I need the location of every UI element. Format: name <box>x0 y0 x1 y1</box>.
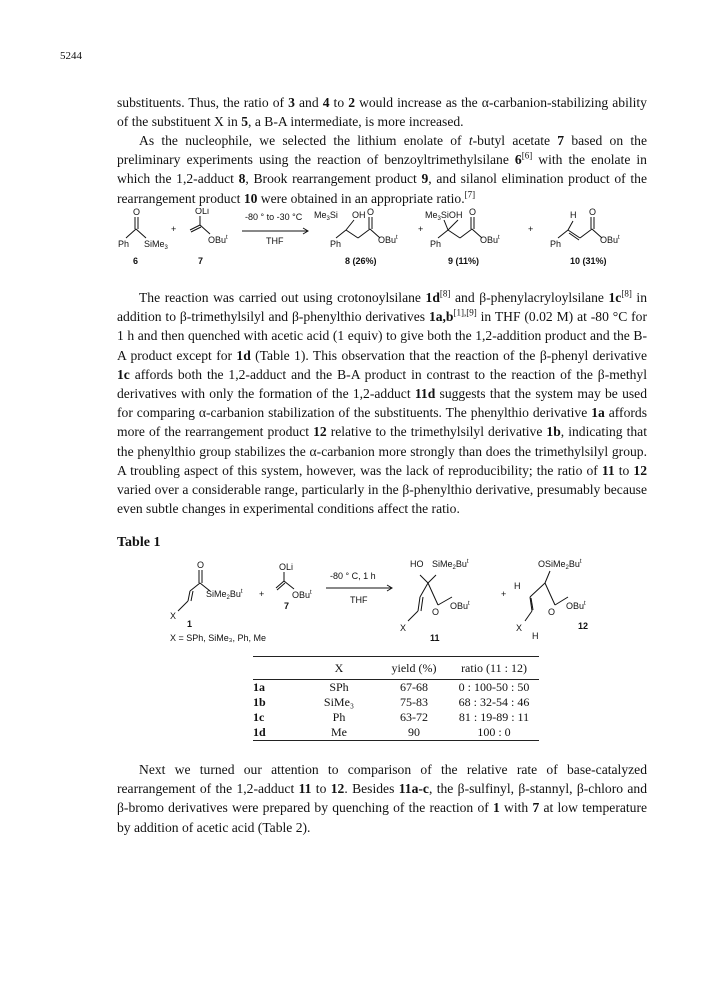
column-header: yield (%) <box>379 657 449 680</box>
paragraph-4: Next we turned our attention to comparison of the relative rate of base-catalyzed rearrangement of the 1,2-adduct 11 to 12. Besides 11a-c, the β-sulfinyl, β-stannyl, β-chloro and β-bromo derivatives were prepared by quenching of the reaction of 1 with 7 at low temperature by addition of acetic acid (Table 2). <box>117 762 648 835</box>
table-cell: 100 : 0 <box>449 725 539 741</box>
column-header <box>253 657 299 680</box>
svg-text:O: O <box>367 208 375 217</box>
svg-text:Ph: Ph <box>550 239 562 249</box>
svg-text:9 (11%): 9 (11%) <box>448 256 480 266</box>
svg-text:OLi: OLi <box>195 208 210 216</box>
svg-text:X = SPh, SiMe₃, Ph, Me: X = SPh, SiMe₃, Ph, Me <box>170 633 266 643</box>
table-cell: Ph <box>332 710 346 724</box>
svg-text:Me3Si: $Me_3Si$ <box>314 210 338 222</box>
svg-text:O: O <box>133 208 141 217</box>
svg-text:H: H <box>570 210 577 220</box>
svg-text:+: + <box>171 224 177 234</box>
table-cell: 90 <box>379 725 449 741</box>
table-cell: SPh <box>329 680 349 694</box>
table-header-row <box>253 657 539 680</box>
data-table <box>253 656 539 741</box>
svg-text:+: + <box>501 589 507 599</box>
svg-text:12: 12 <box>578 621 589 631</box>
svg-text:Ph: Ph <box>430 239 442 249</box>
svg-text:O: O <box>589 208 597 217</box>
table-cell: 0 : 100-50 : 50 <box>458 680 530 694</box>
table-row <box>253 725 539 741</box>
table-row <box>253 695 539 710</box>
svg-text:OBut: OBu$^t$ <box>600 235 620 245</box>
svg-text:10 (31%): 10 (31%) <box>570 256 607 266</box>
svg-text:+: + <box>528 224 534 234</box>
svg-text:X: X <box>170 611 177 621</box>
svg-text:OBut: OBu$^t$ <box>566 601 586 611</box>
table-cell: Me <box>299 725 379 741</box>
svg-text:Ph: Ph <box>330 239 342 249</box>
table-cell: 68 : 32-54 : 46 <box>458 695 530 709</box>
svg-text:H: H <box>532 631 539 641</box>
svg-text:11: 11 <box>430 633 440 643</box>
svg-text:OBut: OBu$^t$ <box>480 235 500 245</box>
svg-text:O: O <box>469 208 477 217</box>
svg-text:HO: HO <box>410 559 424 569</box>
svg-text:SiMe2But: $SiMe_2Bu^t$ <box>432 559 469 571</box>
table-row <box>253 710 539 725</box>
paragraph-1: substituents. Thus, the ratio of 3 and 4 to 2 would increase as the α-carbanion-stabilizing ability of the substituent X in 5, a B-A intermediate, is more increased. <box>117 95 647 130</box>
svg-text:+: + <box>259 589 265 599</box>
svg-text:OBut: OBu$^t$ <box>292 590 312 600</box>
paragraph-2: As the nucleophile, we selected the lithium enolate of t-butyl acetate 7 based on the preliminary experiments using the reaction of benzoyltrimethylsilane 6[6] with the enolate in which the 1,2-adduct 8, Brook rearrangement product 9, and silanol elimination product of the rearrangement product 10 were obtained in an appropriate ratio.[7] <box>117 133 647 206</box>
column-header: ratio (11 : 12) <box>449 657 539 680</box>
table-row <box>253 680 539 696</box>
svg-text:7: 7 <box>198 256 204 266</box>
reaction-scheme-1 <box>118 208 663 270</box>
svg-text:O: O <box>432 607 440 617</box>
table-cell: 67-68 <box>400 680 428 694</box>
svg-text:OBut: OBu$^t$ <box>450 601 470 611</box>
svg-text:7: 7 <box>284 601 290 611</box>
table-cell: 75-83 <box>400 695 428 709</box>
column-header: X <box>299 657 379 680</box>
svg-text:OBut: OBu$^t$ <box>208 235 228 245</box>
svg-text:Ph: Ph <box>118 239 130 249</box>
svg-text:SiMe2But: $SiMe_2Bu^t$ <box>206 589 243 601</box>
svg-text:6: 6 <box>133 256 139 266</box>
table-cell: 1a <box>253 680 265 694</box>
table-cell: 1b <box>253 695 266 709</box>
svg-text:THF: THF <box>350 595 368 605</box>
svg-text:X: X <box>400 623 407 633</box>
svg-text:O: O <box>197 560 205 570</box>
paragraph-3: The reaction was carried out using crotonoylsilane 1d[8] and β-phenylacryloylsilane 1c[8] in addition to β-trimethylsilyl and β-phenylthio derivatives 1a,b[1],[9] in THF (0.02 M) at -80 °C for 1 h and then quenched with acetic acid (1 equiv) to give both the 1,2-addition product and the B-A product except for 1d (Table 1). This observation that the reaction of the β-phenyl derivative 1c affords both the 1,2-adduct and the B-A product in contrast to the reaction of the β-methyl derivatives with only the formation of the 1,2-adduct 11d suggests that the system may be used for comparing α-carbanion stabilization of the substituents. The phenylthio derivative 1a affords more of the rearrangement product 12 relative to the trimethylsilyl derivative 1b, indicating that the phenylthio group stabilizes the α-carbanion more strongly than does the trimethylsilyl group. A troubling aspect of this system, however, was the lack of reproducibility; the ratio of 11 to 12 varied over a considerable range, particularly in the β-phenylthio derivative, presumably because even subtle changes in experimental conditions affect the ratio. <box>117 288 648 517</box>
svg-text:O: O <box>548 607 556 617</box>
table-cell: 1c <box>253 710 265 724</box>
svg-text:SiMe3: SiMe$_3$ <box>144 239 168 251</box>
table-cell: 81 : 19-89 : 11 <box>458 710 530 724</box>
svg-text:Me3SiO: $Me_3SiO$ <box>425 210 456 222</box>
svg-text:H: H <box>514 581 521 591</box>
svg-text:H: H <box>456 210 463 220</box>
reaction-scheme-2 <box>170 553 610 645</box>
svg-text:X: X <box>516 623 523 633</box>
svg-text:8 (26%): 8 (26%) <box>345 256 377 266</box>
table-cell: SiMe₃ <box>323 695 355 709</box>
page-number: 5244 <box>60 50 82 62</box>
svg-text:1: 1 <box>187 619 193 629</box>
svg-text:THF: THF <box>266 236 284 246</box>
svg-text:OLi: OLi <box>279 562 294 572</box>
table-label: Table 1 <box>117 535 161 550</box>
table-cell: 63-72 <box>400 710 428 724</box>
svg-text:OH: OH <box>352 210 366 220</box>
svg-text:-80 ° C, 1 h: -80 ° C, 1 h <box>330 571 376 581</box>
table-cell: 1d <box>253 725 299 741</box>
svg-text:OBut: OBu$^t$ <box>378 235 398 245</box>
svg-text:-80 ° to -30 °C: -80 ° to -30 °C <box>245 212 303 222</box>
svg-text:+: + <box>418 224 424 234</box>
svg-text:OSiMe2But: $OSiMe_2Bu^t$ <box>538 559 582 571</box>
